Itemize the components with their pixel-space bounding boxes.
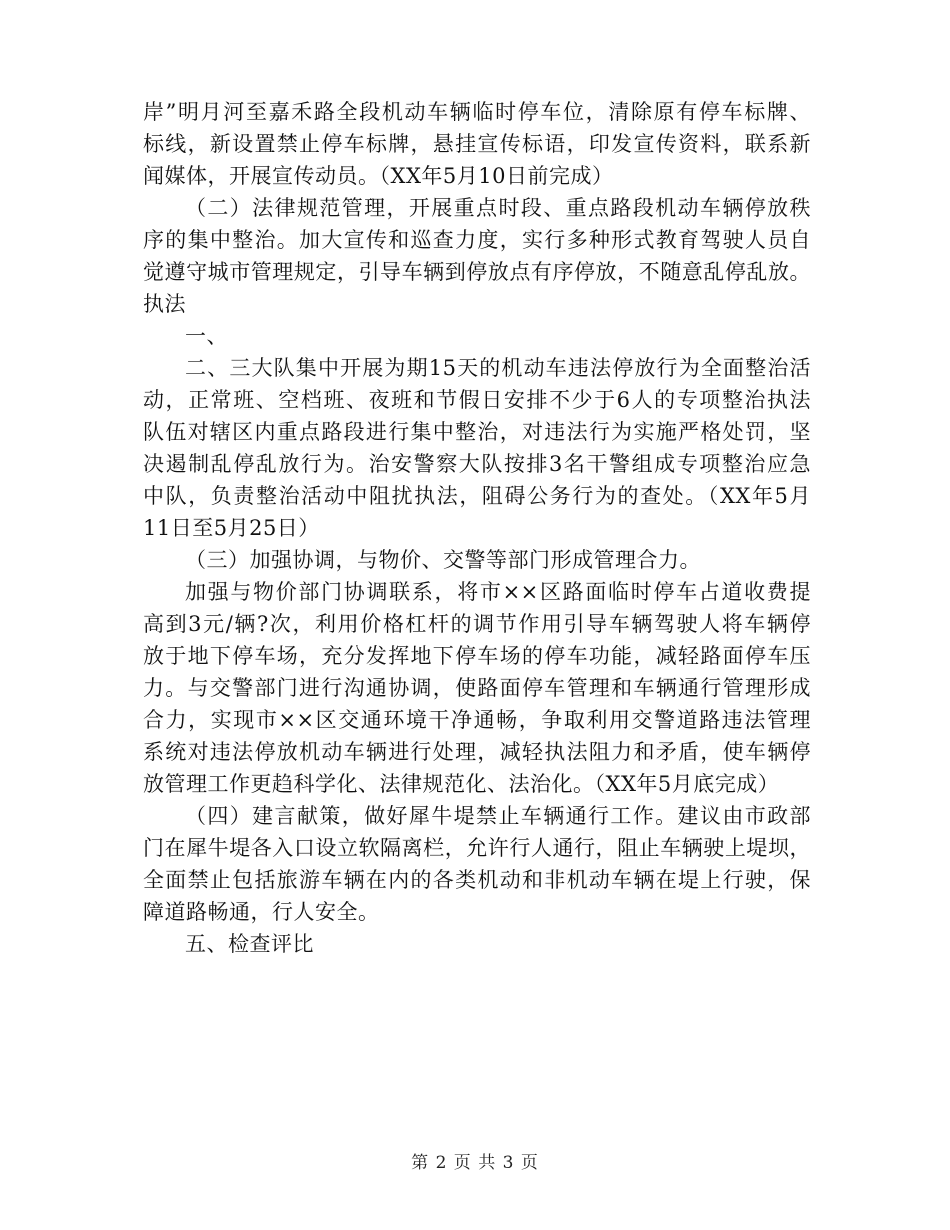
text-line: 队伍对辖区内重点路段进行集中整治，对违法行为实施严格处罚，坚 bbox=[143, 420, 811, 444]
document-body bbox=[143, 96, 811, 960]
text-line: 合力，实现市××区交通环境干净通畅，争取利用交警道路违法管理 bbox=[143, 708, 811, 732]
text-line: （三）加强协调，与物价、交警等部门形成管理合力。 bbox=[185, 548, 701, 572]
text-line: 一、 bbox=[185, 324, 228, 348]
text-line: 放管理工作更趋科学化、法律规范化、法治化。（XX年5月底完成） bbox=[143, 772, 780, 796]
text-line: 系统对违法停放机动车辆进行处理，减轻执法阻力和矛盾，使车辆停 bbox=[143, 740, 811, 764]
text-line: 11日至5月25日） bbox=[143, 516, 320, 540]
text-line: 执法 bbox=[143, 292, 186, 316]
text-line: 门在犀牛堤各入口设立软隔离栏，允许行人通行，阻止车辆驶上堤坝， bbox=[143, 836, 811, 860]
page-footer: 第 2 页 共 3 页 bbox=[411, 1153, 539, 1173]
text-line: （四）建言献策，做好犀牛堤禁止车辆通行工作。建议由市政部 bbox=[185, 804, 811, 828]
text-line: 二、三大队集中开展为期15天的机动车违法停放行为全面整治活 bbox=[185, 356, 811, 380]
text-line: 闻媒体，开展宣传动员。（XX年5月10日前完成） bbox=[143, 164, 614, 188]
text-line: （二）法律规范管理，开展重点时段、重点路段机动车辆停放秩 bbox=[185, 196, 811, 220]
text-line: 五、检查评比 bbox=[185, 932, 314, 956]
text-line: 障道路畅通，行人安全。 bbox=[143, 900, 380, 924]
text-line: 高到3元/辆?次，利用价格杠杆的调节作用引导车辆驾驶人将车辆停 bbox=[143, 612, 811, 636]
text-line: 标线，新设置禁止停车标牌，悬挂宣传标语，印发宣传资料，联系新 bbox=[143, 132, 811, 156]
text-line: 放于地下停车场，充分发挥地下停车场的停车功能，减轻路面停车压 bbox=[143, 644, 811, 668]
text-line: 序的集中整治。加大宣传和巡查力度，实行多种形式教育驾驶人员自 bbox=[143, 228, 811, 252]
text-line: 觉遵守城市管理规定，引导车辆到停放点有序停放，不随意乱停乱放。 bbox=[143, 260, 811, 284]
text-line: 中队，负责整治活动中阻扰执法，阻碍公务行为的查处。（XX年5月 bbox=[143, 484, 811, 508]
text-line: 加强与物价部门协调联系，将市××区路面临时停车占道收费提 bbox=[185, 580, 811, 604]
text-line: 岸”明月河至嘉禾路全段机动车辆临时停车位，清除原有停车标牌、 bbox=[143, 100, 811, 124]
text-line: 动，正常班、空档班、夜班和节假日安排不少于6人的专项整治执法 bbox=[143, 388, 811, 412]
text-line: 决遏制乱停乱放行为。治安警察大队按排3名干警组成专项整治应急 bbox=[143, 452, 811, 476]
text-line: 全面禁止包括旅游车辆在内的各类机动和非机动车辆在堤上行驶，保 bbox=[143, 868, 811, 892]
text-line: 力。与交警部门进行沟通协调，使路面停车管理和车辆通行管理形成 bbox=[143, 676, 811, 700]
